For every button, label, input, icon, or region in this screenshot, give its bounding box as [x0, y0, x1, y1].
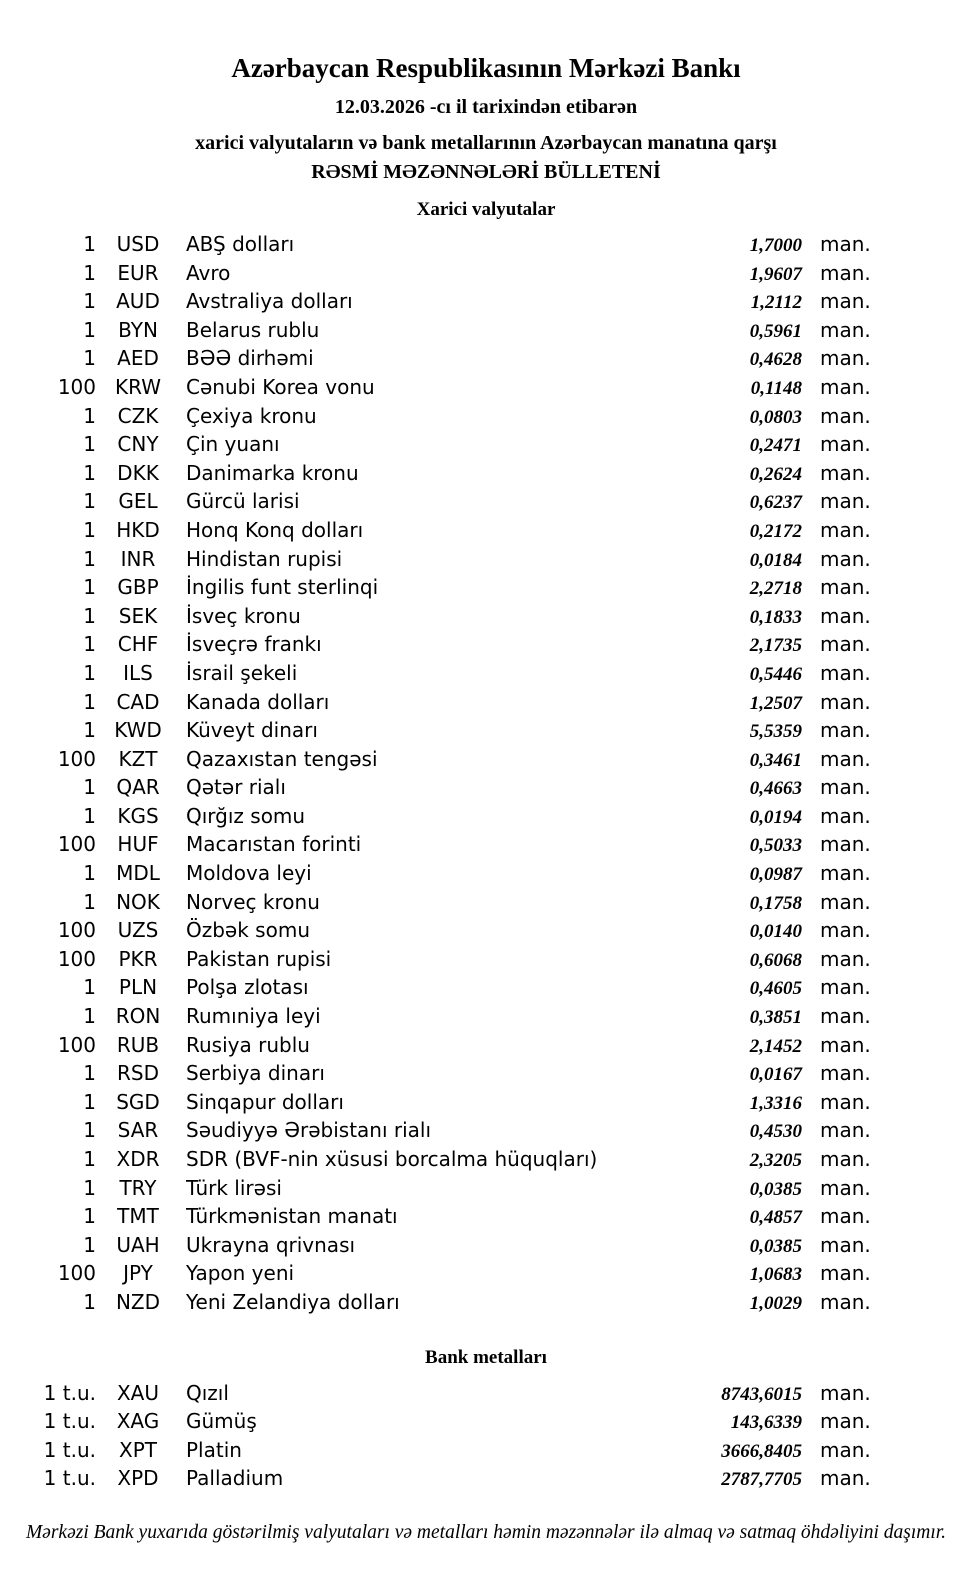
rate-row-xdr [0, 1145, 972, 1174]
rate-row-sgd [0, 1088, 972, 1117]
rate-row-inr [0, 545, 972, 574]
currency-name: Platin [186, 1437, 242, 1462]
currency-name: Qızıl [186, 1380, 229, 1405]
quantity-value: 1 [83, 1147, 96, 1171]
currency-code: UAH [116, 1232, 160, 1257]
rate-value: 0,6068 [749, 949, 802, 971]
unit-label: man. [820, 975, 871, 1000]
currency-code: JPY [123, 1261, 153, 1286]
currency-name: Gürcü larisi [186, 489, 300, 514]
quantity-value: 100 [57, 374, 96, 399]
unit-label: man. [820, 1261, 871, 1286]
rate-row-dkk [0, 459, 972, 488]
rate-value: 0,3461 [749, 749, 802, 771]
currency-name: İsrail şekeli [186, 660, 298, 685]
rate-row-huf [0, 830, 972, 859]
unit-label: man. [820, 346, 871, 371]
disclaimer-text: Mərkəzi Bank yuxarıda göstərilmiş valyutaları və metalları həmin məzənnələr ilə almaq və satmaq öhdəliyini daşımır. [25, 1521, 947, 1543]
rate-value: 0,0194 [749, 806, 802, 828]
currency-name: Cənubi Korea vonu [186, 374, 375, 399]
quantity-value: 100 [57, 746, 96, 771]
unit-label: man. [820, 1004, 871, 1029]
rate-value: 0,6237 [749, 492, 802, 514]
quantity-value: 100 [57, 946, 96, 971]
unit-label: man. [820, 546, 871, 571]
quantity-value: 1 [83, 689, 96, 714]
rate-value: 0,0385 [749, 1235, 802, 1257]
quantity-value: 1 [83, 718, 96, 743]
currency-code: RSD [117, 1061, 159, 1086]
quantity-value: 1 [83, 1175, 96, 1200]
rate-value: 0,4605 [749, 978, 802, 1000]
rate-row-hkd [0, 516, 972, 545]
currency-name: Belarus rublu [186, 317, 320, 342]
quantity-value: 100 [57, 1032, 96, 1057]
quantity-value: 1 [83, 1118, 96, 1143]
quantity-value: 1 [83, 632, 96, 657]
currency-code: PLN [118, 975, 158, 1000]
rate-row-mdl [0, 859, 972, 888]
unit-label: man. [820, 289, 871, 314]
unit-label: man. [820, 775, 871, 800]
currency-code: QAR [116, 775, 160, 800]
currency-name: Palladium [186, 1466, 284, 1491]
quantity-value: 1 [83, 861, 96, 886]
quantity-value: 1 [83, 775, 96, 800]
currency-code: KGS [117, 803, 159, 828]
unit-label: man. [820, 1380, 871, 1405]
currency-name: İngilis funt sterlinqi [186, 575, 379, 600]
unit-label: man. [820, 861, 871, 886]
currency-code: TMT [117, 1204, 159, 1229]
metals-section-heading: Bank metalları [425, 1346, 547, 1368]
quantity-value: 1 [83, 289, 96, 314]
currency-name: Avro [186, 260, 231, 285]
unit-label: man. [820, 1409, 871, 1434]
currency-code: RUB [116, 1032, 160, 1057]
currency-name: Avstraliya dolları [186, 289, 353, 314]
currency-code: RON [115, 1004, 161, 1029]
rate-row-uah [0, 1231, 972, 1260]
rate-value: 0,2471 [749, 435, 802, 457]
unit-label: man. [820, 889, 871, 914]
rate-value: 8743,6015 [721, 1383, 802, 1405]
currency-code: DKK [117, 460, 159, 485]
quantity-value: 1 [83, 889, 96, 914]
rate-value: 1,0683 [749, 1264, 802, 1286]
rate-value: 1,7000 [749, 235, 802, 256]
rate-value: 0,2624 [749, 463, 802, 485]
unit-label: man. [820, 1466, 871, 1491]
currency-code: PKR [118, 946, 158, 971]
rate-row-kwd [0, 716, 972, 745]
rate-row-xau [0, 1379, 972, 1408]
currency-name: Macarıstan forinti [186, 832, 362, 857]
rate-value: 1,3316 [749, 1092, 802, 1114]
currency-code: KRW [115, 374, 161, 399]
quantity-value: 1 [83, 346, 96, 371]
currency-name: Serbiya dinarı [186, 1061, 325, 1086]
unit-label: man. [820, 403, 871, 428]
currency-name: SDR (BVF-nin xüsusi borcalma hüquqları) [186, 1147, 598, 1171]
currency-name: Küveyt dinarı [186, 718, 318, 743]
currency-code: ILS [123, 660, 153, 685]
quantity-value: 1 [83, 260, 96, 285]
currency-name: Danimarka kronu [186, 460, 359, 485]
currency-code: BYN [118, 317, 158, 342]
rate-row-kgs [0, 802, 972, 831]
quantity-value: 1 t.u. [43, 1380, 96, 1405]
currency-code: KZT [118, 746, 158, 771]
rate-row-czk [0, 402, 972, 431]
currency-code: GBP [117, 575, 159, 600]
rate-row-xpd [0, 1464, 972, 1493]
currency-name: BƏƏ dirhəmi [186, 346, 314, 371]
rate-row-xpt [0, 1436, 972, 1465]
rate-row-rub [0, 1031, 972, 1060]
currency-name: Hindistan rupisi [186, 546, 343, 571]
currency-code: SEK [118, 603, 158, 628]
unit-label: man. [820, 260, 871, 285]
currency-name: ABŞ dolları [186, 232, 295, 256]
unit-label: man. [820, 918, 871, 943]
rate-row-ron [0, 1002, 972, 1031]
rate-value: 0,4663 [749, 778, 802, 800]
unit-label: man. [820, 603, 871, 628]
unit-label: man. [820, 1437, 871, 1462]
rate-value: 1,2112 [750, 292, 802, 314]
currency-name: Çin yuanı [186, 432, 280, 457]
unit-label: man. [820, 832, 871, 857]
rate-row-usd [0, 230, 972, 259]
currency-code: MDL [116, 861, 160, 886]
rate-row-cad [0, 688, 972, 717]
unit-label: man. [820, 489, 871, 514]
currency-code: NOK [116, 889, 160, 914]
rate-value: 0,2172 [749, 520, 802, 542]
rate-value: 1,2507 [749, 692, 802, 714]
currency-code: GEL [118, 489, 158, 514]
rate-row-tmt [0, 1202, 972, 1231]
currency-name: İsveçrə frankı [186, 632, 322, 657]
rate-row-sek [0, 602, 972, 631]
currency-rate-table [0, 230, 972, 1317]
currency-name: Norveç kronu [186, 889, 320, 914]
currency-code: CAD [116, 689, 160, 714]
currency-code: AUD [116, 289, 160, 314]
quantity-value: 1 [83, 403, 96, 428]
quantity-value: 1 [83, 1089, 96, 1114]
currency-name: Rusiya rublu [186, 1032, 310, 1057]
quantity-value: 1 [83, 660, 96, 685]
currency-code: INR [120, 546, 156, 571]
rate-row-krw [0, 373, 972, 402]
quantity-value: 1 [83, 517, 96, 542]
rate-value: 1,0029 [749, 1292, 802, 1314]
quantity-value: 1 [83, 460, 96, 485]
rate-row-byn [0, 316, 972, 345]
rate-value: 3666,8405 [721, 1440, 802, 1462]
rate-value: 0,0167 [749, 1064, 802, 1086]
unit-label: man. [820, 689, 871, 714]
unit-label: man. [820, 1118, 871, 1143]
rate-row-xag [0, 1407, 972, 1436]
unit-label: man. [820, 460, 871, 485]
currency-code: NZD [115, 1289, 161, 1314]
rate-row-gbp [0, 573, 972, 602]
quantity-value: 1 [83, 546, 96, 571]
quantity-value: 1 [83, 575, 96, 600]
rate-row-jpy [0, 1259, 972, 1288]
unit-label: man. [820, 575, 871, 600]
currency-name: Yeni Zelandiya dolları [186, 1289, 400, 1314]
rate-value: 0,0385 [749, 1178, 802, 1200]
currency-code: AED [117, 346, 159, 371]
rate-value: 0,0987 [749, 864, 802, 886]
currency-code: XDR [116, 1147, 160, 1171]
rate-value: 5,5359 [749, 721, 802, 743]
currency-code: CZK [117, 403, 159, 428]
currency-name: İsveç kronu [186, 603, 301, 628]
unit-label: man. [820, 1289, 871, 1314]
rate-row-aud [0, 287, 972, 316]
quantity-value: 1 [83, 432, 96, 457]
rate-row-qar [0, 773, 972, 802]
quantity-value: 1 [83, 489, 96, 514]
currency-code: XAG [116, 1409, 160, 1434]
quantity-value: 1 t.u. [43, 1409, 96, 1434]
unit-label: man. [820, 1061, 871, 1086]
currency-code: CHF [117, 632, 159, 657]
unit-label: man. [820, 1089, 871, 1114]
quantity-value: 1 [83, 1289, 96, 1314]
unit-label: man. [820, 1232, 871, 1257]
rate-value: 2787,7705 [721, 1469, 802, 1491]
unit-label: man. [820, 1175, 871, 1200]
unit-label: man. [820, 432, 871, 457]
currency-name: Polşa zlotası [186, 975, 309, 1000]
rate-row-eur [0, 259, 972, 288]
unit-label: man. [820, 317, 871, 342]
rate-row-cny [0, 430, 972, 459]
quantity-value: 100 [57, 918, 96, 943]
unit-label: man. [820, 374, 871, 399]
currency-code: XPD [117, 1466, 159, 1491]
bulletin-title: RƏSMİ MƏZƏNNƏLƏRİ BÜLLETENİ [311, 161, 661, 183]
quantity-value: 1 t.u. [43, 1466, 96, 1491]
currency-code: EUR [117, 260, 159, 285]
quantity-value: 1 [83, 975, 96, 1000]
unit-label: man. [820, 632, 871, 657]
currency-code: XPT [119, 1437, 157, 1462]
rate-row-chf [0, 630, 972, 659]
rate-row-sar [0, 1116, 972, 1145]
rate-value: 0,4857 [749, 1207, 802, 1229]
unit-label: man. [820, 1147, 871, 1171]
unit-label: man. [820, 718, 871, 743]
currency-name: Honq Konq dolları [186, 517, 364, 542]
unit-label: man. [820, 660, 871, 685]
rate-row-nzd [0, 1288, 972, 1317]
bulletin-subtitle: xarici valyutaların və bank metallarının Azərbaycan manatına qarşı [195, 132, 777, 154]
currency-name: Moldova leyi [186, 861, 312, 886]
currency-name: Türkmənistan manatı [186, 1204, 398, 1229]
effective-date-line: 12.03.2026 -cı il tarixindən etibarən [334, 96, 638, 118]
currency-name: Türk lirəsi [186, 1175, 282, 1200]
quantity-value: 100 [57, 832, 96, 857]
rate-row-pkr [0, 945, 972, 974]
currency-code: SGD [116, 1089, 160, 1114]
unit-label: man. [820, 946, 871, 971]
rate-value: 0,1148 [750, 377, 802, 399]
rate-value: 0,5033 [749, 835, 802, 857]
quantity-value: 1 [83, 317, 96, 342]
rate-value: 1,9607 [749, 263, 802, 285]
rate-value: 2,1452 [749, 1035, 802, 1057]
currency-code: XAU [116, 1380, 160, 1405]
rate-value: 0,0140 [749, 921, 802, 943]
currency-name: Çexiya kronu [186, 403, 317, 428]
currency-code: CNY [117, 432, 159, 457]
quantity-value: 1 [83, 1004, 96, 1029]
metal-rate-table [0, 1379, 972, 1493]
currency-name: Sinqapur dolları [186, 1089, 344, 1114]
quantity-value: 1 [83, 803, 96, 828]
rate-row-ils [0, 659, 972, 688]
rate-row-kzt [0, 745, 972, 774]
currency-code: KWD [114, 718, 162, 743]
rate-value: 2,2718 [749, 578, 802, 600]
rate-value: 0,5446 [749, 663, 802, 685]
currency-name: Pakistan rupisi [186, 946, 332, 971]
currency-name: Kanada dolları [186, 689, 330, 714]
unit-label: man. [820, 1032, 871, 1057]
currency-name: Qırğız somu [186, 803, 306, 828]
currency-name: Özbək somu [186, 918, 310, 943]
rate-row-uzs [0, 916, 972, 945]
currency-name: Qətər rialı [186, 775, 286, 800]
currency-name: Səudiyyə Ərəbistanı rialı [186, 1118, 432, 1143]
quantity-value: 1 [83, 232, 96, 256]
rate-row-pln [0, 973, 972, 1002]
rate-row-rsd [0, 1059, 972, 1088]
quantity-value: 1 [83, 1061, 96, 1086]
quantity-value: 1 [83, 1232, 96, 1257]
currency-name: Ukrayna qrivnası [186, 1232, 356, 1257]
currency-code: HUF [117, 832, 159, 857]
currency-code: SAR [117, 1118, 159, 1143]
rate-value: 2,1735 [749, 635, 802, 657]
bank-title: Azərbaycan Respublikasının Mərkəzi Bankı [231, 53, 741, 83]
currency-name: Yapon yeni [186, 1261, 295, 1286]
rate-row-nok [0, 888, 972, 917]
currency-code: TRY [119, 1175, 157, 1200]
unit-label: man. [820, 746, 871, 771]
rate-row-gel [0, 487, 972, 516]
currencies-section-heading: Xarici valyutalar [416, 199, 556, 220]
quantity-value: 1 t.u. [43, 1437, 96, 1462]
rate-value: 0,0184 [749, 549, 802, 571]
rate-value: 0,1758 [749, 892, 802, 914]
currency-code: USD [116, 232, 160, 256]
unit-label: man. [820, 232, 871, 256]
unit-label: man. [820, 803, 871, 828]
unit-label: man. [820, 1204, 871, 1229]
rate-value: 0,1833 [749, 606, 802, 628]
unit-label: man. [820, 517, 871, 542]
rate-value: 143,6339 [730, 1412, 802, 1434]
rate-row-try [0, 1174, 972, 1203]
currency-name: Gümüş [186, 1409, 257, 1434]
currency-code: HKD [116, 517, 160, 542]
rate-value: 2,3205 [749, 1150, 802, 1171]
rate-value: 0,0803 [749, 406, 802, 428]
quantity-value: 100 [57, 1261, 96, 1286]
quantity-value: 1 [83, 1204, 96, 1229]
rate-value: 0,4628 [749, 349, 802, 371]
rate-row-aed [0, 344, 972, 373]
currency-code: UZS [117, 918, 159, 943]
rate-value: 0,4530 [749, 1121, 802, 1143]
rate-value: 0,3851 [749, 1007, 802, 1029]
quantity-value: 1 [83, 603, 96, 628]
currency-name: Rumıniya leyi [186, 1004, 321, 1029]
currency-name: Qazaxıstan tengəsi [186, 746, 378, 771]
rate-value: 0,5961 [749, 320, 802, 342]
